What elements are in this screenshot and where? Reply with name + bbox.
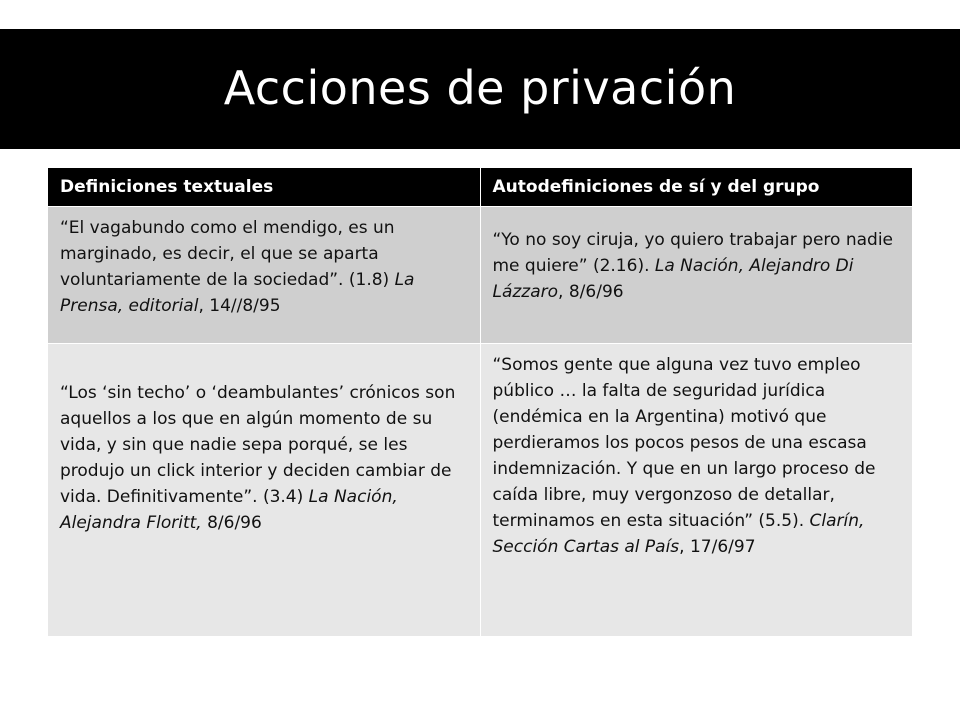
definitions-table: [48, 168, 912, 636]
quote-text: “Somos gente que alguna vez tuvo empleo público … la falta de seguridad jurídica (endémica en la Argentina) motivó que perdieramos los pocos pesos de una escasa indemnización. Y que en un largo proceso de caída libre, muy vergonzoso de detallar, terminamos en esta situación” (5.5).: [492, 355, 876, 531]
quote-text: “Yo no soy ciruja, yo quiero trabajar pero nadie me quiere” (2.16).: [492, 230, 894, 276]
quote-text: “El vagabundo como el mendigo, es un marginado, es decir, el que se aparta voluntariamente de la sociedad”. (1.8): [60, 218, 395, 290]
quote-date: , 8/6/96: [558, 282, 624, 302]
header-autodefiniciones: Autodefiniciones de sí y del grupo: [480, 168, 912, 207]
quote-source: La Prensa, editorial: [60, 270, 415, 316]
table-cell-textual-definition: [48, 344, 480, 637]
header-definiciones-textuales: Definiciones textuales: [48, 168, 480, 207]
table-header-row: [48, 168, 912, 207]
quote-date: 8/6/96: [201, 513, 262, 533]
table-row: [48, 344, 912, 637]
quote-date: , 17/6/97: [679, 537, 756, 557]
slide-title: Acciones de privación: [223, 61, 737, 115]
quote-source: La Nación, Alejandra Floritt,: [60, 487, 398, 533]
quote-source: La Nación, Alejandro Di Lázzaro: [492, 256, 854, 302]
quote-source: Clarín, Sección Cartas al País: [492, 511, 865, 557]
table-cell-self-definition: [480, 207, 912, 344]
title-bar: [0, 29, 960, 149]
table-cell-self-definition: [480, 344, 912, 637]
table-row: [48, 207, 912, 344]
quote-text: “Los ‘sin techo’ o ‘deambulantes’ crónicos son aquellos a los que en algún momento de su vida, y sin que nadie sepa porqué, se les produjo un click interior y deciden cambiar de vida. Definitivamente”. (3.4): [60, 383, 456, 507]
quote-date: , 14//8/95: [198, 296, 281, 316]
table-cell-textual-definition: [48, 207, 480, 344]
